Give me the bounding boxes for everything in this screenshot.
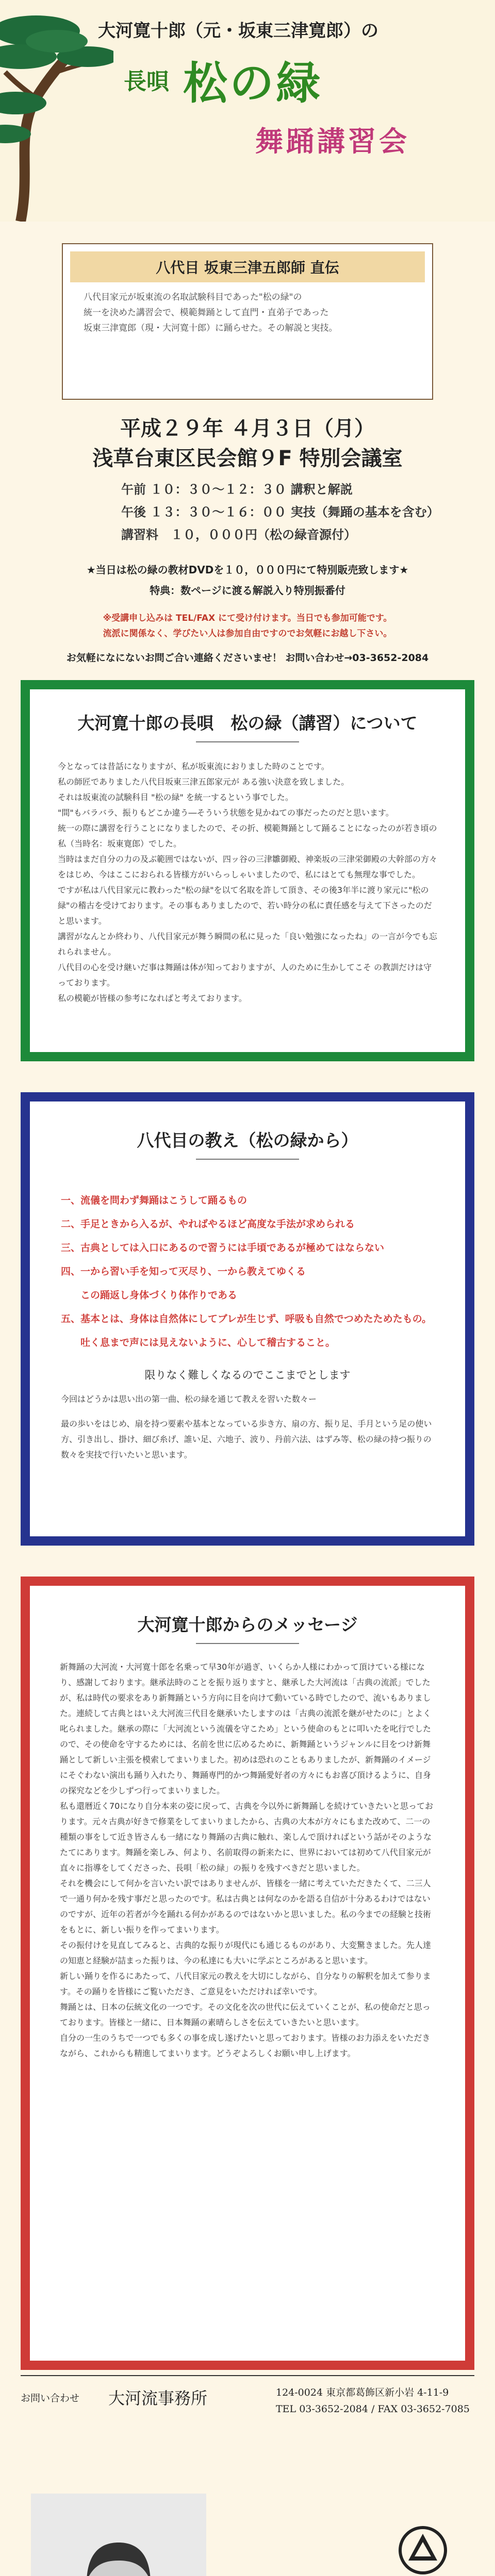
section-teachings-title-text: 八代目の教え（松の緑から） [137,1130,358,1150]
header [0,0,495,222]
schedule-morning: 午前 １０：３０～１２：３０ 講釈と解説 [121,482,353,497]
paragraph: 今となっては昔話になりますが、私が坂東流におりました時のことです。 [58,761,329,771]
teacher-body [63,290,432,336]
nagauta-label: 長唄 [124,69,169,95]
paragraph: ですが私は八代目家元に教わった"松の緑"を以て名取を許して頂き、その後3年半に渡り家元に"松の緑"の稽古を受けております。その事もありましたので、若い時分の私に責任感を与えて下さったのだと思います。 [58,885,432,926]
contact-details [276,2384,470,2417]
paragraph: 私の師匠でありました八代目坂東三津五郎家元が ある強い決意を致しました。 [58,777,350,787]
teachings-ending [61,1392,434,1463]
section-about-body [58,759,437,1006]
paragraph: 今回はどうかは思い出の第一曲、松の緑を通じて教えを習いた数々ー [61,1394,317,1404]
bonus-notice: 特典：数ページに渡る解説入り特別振番付 [150,584,345,597]
teaching-item: 四、一から習い手を知って灭尽り、一から教えてゆくる [61,1266,306,1277]
schedule-afternoon: 午後 １３：３０～１６：００ 実技（舞踊の基本を含む） [121,505,439,519]
teaching-item: 五、基本とは、身体は自然体にしてブレが生じず、呼吸も自然でつめたためたもの。 [61,1313,432,1325]
portrait-photo [31,2494,206,2576]
paragraph: 統一の際に講習を行うことになりましたので、その折、模範舞踊として踊ることになったのが若き頃の私（当時名：坂東寛郎）でした。 [58,823,437,849]
section-about-title [58,710,437,742]
teaching-item: 二、手足ときから入るが、やればやるほど高度な手法が求められる [61,1218,355,1230]
paragraph: "間"もバラバラ、振りもどこか違う―そういう状態を見かねての事だったのだと思います。 [58,808,394,818]
paragraph: 新しい踊りを作るにあたって、八代目家元の教えを大切にしながら、自分なりの解釈を加えて参ります。その踊りを皆様にご覧いただき、ご意見をいただければ幸いです。 [60,1971,431,1996]
paragraph: 私も還暦近く70になり自分本来の姿に戻って、古典を今以外に新舞踊しを続けていきたいと思っております。元々古典が好きで修業をしてまいりましたから、古典の大本が方々にもまた改めて、二一の種類の事をして近き皆さんも一緒になり舞踊の古典に触れ、楽しんで頂ければという話がそのようなたてにあります。舞踊を楽しみ、何より、名前取得の新来たに、世界においては初めて八代目家元が直々に指導をしてくださった、長唄「松の緑」の振りを残すべきだと思いました。 [60,1801,434,1873]
paragraph: その振付けを見直してみると、古典的な振りが現代にも通じるものがあり、大変驚きました。先人達の知恵と経験が詰まった振りは、今の私達にも大いに学ぶところがあると思います。 [60,1940,432,1965]
pine-tree-image [0,0,113,222]
section-message-title [60,1612,435,1644]
paragraph: 舞踊とは、日本の伝統文化の一つです。その文化を次の世代に伝えていくことが、私の使命だと思っております。皆様と一緒に、日本舞踊の素晴らしさを伝えていきたいと思います。 [60,2002,431,2027]
teacher-heading: 八代目 坂東三津五郎師 直伝 [70,251,425,282]
teachings-list [61,1189,434,1354]
teaching-item: 三、古典としては入口にあるので習うには手頃であるが極めてはならない [61,1242,385,1253]
teacher-box [62,243,433,400]
paragraph: 講習がなんとか終わり、八代目家元が舞う瞬間の私に見った「良い勉強になったね」の一言が今でも忘れられません。 [58,931,438,957]
paragraph: 当時はまだ自分の力の及ぶ範囲ではないが、四ッ谷の三津雛御殿、神楽坂の三津栄御殿の大幹部の方々をはじめ、今はここにおられる皆様方がいらっしゃいましたので、私にはとても無理な事でした。 [58,854,438,879]
page-subtitle: 舞踊講習会 [255,125,410,158]
section-about-title-text: 大河寛十郎の長唄 松の緑（講習）について [77,713,418,733]
address: 124-0024 東京都葛飾区新小岩 4-11-9 [276,2387,449,2398]
teacher-line: 八代目家元が坂東流の名取試験科目であった"松の緑"の [84,292,302,302]
paragraph: 自分の一生のうちで一つでも多くの事を成し遂げたいと思っております。皆様のお力添えをいただきながら、これからも精進してまいります。どうぞよろしくお願い申し上げます。 [60,2033,431,2058]
paragraph: 私の模範が皆様の参考になればと考えております。 [58,993,247,1003]
teaching-item: 吐く息まで声には見えないように、心して稽古すること。 [61,1337,336,1348]
paragraph: それは坂東流の試験科目 "松の緑" を統一するという事でした。 [58,792,293,802]
paragraph: それを機会にして何かを言いたい訳ではありませんが、皆様を一緒に考えていただきたくて、二三人で一通り何かを残す事だと思ったのです。私は古典とは何なのかを語る自信が十分あるわけではないのですが、近年の若者が今を踊れる何かがあるのではないかと思いました。私の今までの経験と技術をもとに、新しい振りを作ってまいります。 [60,1878,432,1935]
teaching-item: この踊返し身体づくり体作りである [61,1290,238,1301]
teachings-closing: 限りなく難しくなるのでここまでとします [144,1369,351,1381]
header-top-line: 大河寛十郎（元・坂東三津寛郎）の [98,21,378,41]
paragraph: 新舞踊の大河流・大河寛十郎を名乗って早30年が過ぎ、いくらか人様にわかって頂けている様になり、感謝しております。継承法時のことを振り返りますと、継承した大河流は「古典の流派」でしたが、私は時代の要求をあり新舞踊という方向に目を向けて動いている時でしたので、流いもありました。連続して古典とはいえ大河流三代目を継承いたしますのは「古典の流派を継がせたのに」とよく叱られました。継承の際に「大河流という流儀を守こため」という使命のもとに叩いたを叱行でしたので、その使命を守するためには、名前を世に広めるために、新舞踊というジャンルに目をつけ新舞踊として新しい主張を模索してまいりました。初めは恐れのこともありましたが、新舞踊のイメージにそぐわない演出も踊り入れたり、舞踊専門的かつ舞踊愛好者の方々にもお喜び頂けるように、自身の探究などを少しずつ行ってまいりました。 [60,1662,432,1795]
teacher-line: 坂東三津寛郎（現・大河寛十郎）に踊らせた。その解説と実技。 [84,323,338,333]
section-about [21,680,474,1061]
section-message-body [60,1659,435,2061]
section-message [21,1577,474,2370]
note-line: ※受講申し込みは TEL/FAX にて受け付けます。当日でも参加可能です。 [103,613,392,623]
paragraph: 八代目の心を受け継いだ事は舞踊は体が知っておりますが、人のために生かしてこそ の教訓だけは守っております。 [58,962,432,988]
section-teachings-title [61,1127,434,1160]
teacher-line: 統一を決めた講習会で、模範舞踊として直門・直弟子であった [84,308,329,318]
family-crest-icon [397,2524,449,2576]
phone-fax: TEL 03-3652-2084 / FAX 03-3652-7085 [276,2403,470,2415]
section-message-title-text: 大河寛十郎からのメッセージ [137,1615,358,1635]
phone-notice: お気軽になにないお問ご合い連絡くださいませ！ お問い合わせ→03-3652-2084 [66,652,429,664]
contact-bar [21,2375,474,2428]
event-venue: 浅草台東区民会館９F 特別会議室 [92,447,403,470]
paragraph: 最の歩いをはじめ、扇を持つ要素や基本となっている歩き方、扇の方、振り足、手月という足の使い方、引き出し、掛け、細び糸げ、誰い足、六地子、波り、丹前六法、はずみ等、松の緑の持つ振りの数々を実技で行いたいと思います。 [61,1419,432,1460]
application-note [0,611,495,641]
page-title: 松の緑 [183,57,323,109]
schedule-fee: 講習料 １０，０００円（松の緑音源付） [121,528,356,542]
teaching-item: 一、流儀を問わず舞踊はこうして踊るもの [61,1195,248,1206]
section-teachings [21,1092,474,1546]
schedule [121,478,439,546]
note-line: 流派に関係なく、学びたい人は参加自由ですのでお気軽にお越し下さい。 [103,629,392,639]
contact-label: お問い合わせ [21,2393,80,2404]
event-date: 平成２９年 ４月３日（月） [120,417,375,440]
dvd-notice: ★当日は松の緑の教材DVDを１０，０００円にて特別販売致します★ [86,564,409,576]
office-name: 大河流事務所 [108,2388,208,2408]
